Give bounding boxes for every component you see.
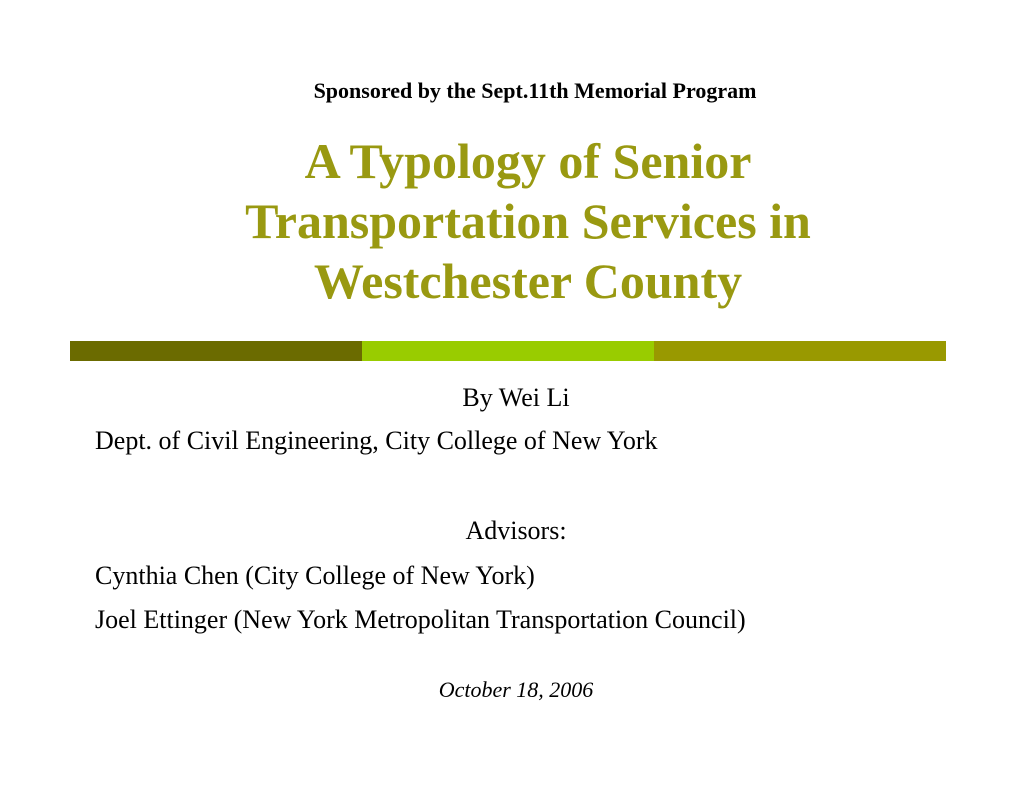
slide-title	[0, 131, 1024, 311]
sponsor-line: Sponsored by the Sept.11th Memorial Program	[313, 78, 757, 103]
advisor-item: Cynthia Chen (City College of New York)	[95, 561, 535, 590]
title-line-3: Westchester County	[313, 253, 743, 309]
title-divider-bar	[70, 341, 946, 361]
author-line: By Wei Li	[462, 383, 570, 412]
affiliation-line: Dept. of Civil Engineering, City College of New York	[95, 426, 658, 455]
advisor-item: Joel Ettinger (New York Metropolitan Transportation Council)	[95, 605, 746, 634]
advisors-label: Advisors:	[465, 516, 567, 545]
title-line-2: Transportation Services in	[245, 193, 811, 249]
divider-segment-dark-olive	[70, 341, 362, 361]
divider-segment-olive	[654, 341, 946, 361]
title-line-1: A Typology of Senior	[304, 133, 752, 189]
divider-segment-lime	[362, 341, 654, 361]
presentation-date: October 18, 2006	[438, 677, 594, 702]
